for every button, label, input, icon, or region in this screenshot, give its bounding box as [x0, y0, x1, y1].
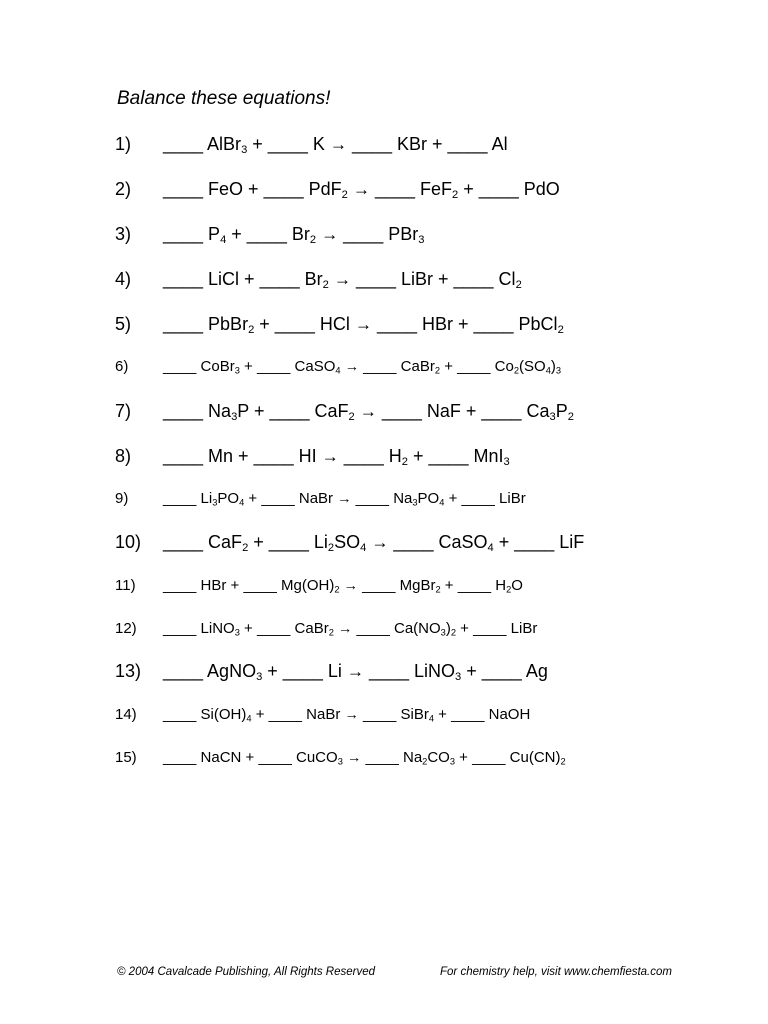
formula-text: CO [427, 749, 450, 766]
equation-row [115, 749, 566, 766]
subscript: 2 [506, 584, 512, 595]
subscript: 4 [360, 542, 367, 555]
formula-text: + ____ H [440, 577, 507, 594]
arrow-icon: → [321, 447, 339, 466]
equation-number: 6) [115, 358, 129, 375]
subscript: 4 [239, 497, 245, 508]
subscript: 3 [256, 671, 263, 684]
equation-text [163, 532, 584, 553]
equation-row [115, 620, 537, 637]
formula-text: ____ MgBr [357, 577, 436, 594]
equation-text [163, 269, 522, 290]
arrow-icon: → [352, 180, 370, 199]
equation-number: 8) [115, 446, 132, 466]
formula-text: + ____ NaOH [434, 706, 531, 723]
formula-text: + ____ Co [440, 358, 514, 375]
equation-number: 3) [115, 224, 132, 244]
equation-row [115, 179, 560, 200]
equation-text [163, 401, 574, 422]
formula-text: ____ CaSO [388, 532, 488, 552]
formula-text: + ____ CaSO [239, 358, 336, 375]
formula-text: + ____ LiBr [456, 620, 538, 637]
arrow-icon: → [371, 533, 389, 552]
formula-text: O [511, 577, 523, 594]
equation-number: 9) [115, 490, 129, 507]
formula-text: ____ Mn + ____ HI [163, 446, 322, 466]
equation-text [163, 620, 537, 637]
subscript: 4 [246, 713, 252, 724]
equation-row [115, 706, 530, 723]
subscript: 4 [545, 365, 551, 376]
formula-text: ____ NaF + ____ Ca [376, 401, 550, 421]
equation-number: 12) [115, 620, 137, 637]
subscript: 3 [212, 497, 218, 508]
equation-number: 10) [115, 532, 142, 552]
formula-text: ____ FeF [369, 179, 452, 199]
formula-text: ____ LiNO [363, 661, 456, 681]
formula-text: + ____ CaBr [239, 620, 329, 637]
arrow-icon: → [338, 621, 353, 637]
formula-text: (SO [519, 358, 546, 375]
formula-text: PO [217, 490, 240, 507]
equation-text [163, 314, 564, 335]
equation-number: 11) [115, 577, 136, 594]
equation-number: 2) [115, 179, 132, 199]
subscript: 2 [434, 365, 441, 376]
equation-row [115, 661, 548, 682]
arrow-icon: → [346, 662, 364, 681]
subscript: 2 [435, 584, 441, 595]
formula-text: + ____ PdO [458, 179, 560, 199]
equation-text [163, 577, 523, 594]
subscript: 4 [335, 365, 341, 376]
equation-row [115, 490, 526, 507]
equation-number: 4) [115, 269, 132, 289]
formula-text: + ____ Ag [461, 661, 548, 681]
formula-text: ____ P [163, 224, 221, 244]
arrow-icon: → [354, 315, 372, 334]
formula-text: ____ Na [163, 401, 232, 421]
formula-text: SO [334, 532, 361, 552]
formula-text: + ____ NaBr [244, 490, 338, 507]
equation-number: 1) [115, 134, 132, 154]
arrow-icon: → [344, 359, 359, 375]
subscript: 2 [557, 324, 564, 337]
formula-text: ____ CaBr [358, 358, 435, 375]
equation-row [115, 401, 574, 422]
subscript: 3 [241, 144, 248, 157]
formula-text: ____ Na [361, 749, 423, 766]
formula-text: ____ HBr + ____ PbCl [371, 314, 558, 334]
equation-row [115, 224, 424, 245]
equation-number: 15) [115, 749, 137, 766]
formula-text: ____ Na [351, 490, 413, 507]
subscript: 2 [401, 456, 408, 469]
equation-text [163, 224, 424, 245]
worksheet-title: Balance these equations! [117, 88, 331, 109]
formula-text: ) [550, 358, 556, 375]
subscript: 4 [220, 234, 227, 247]
equation-number: 5) [115, 314, 132, 334]
formula-text: ____ Si(OH) [163, 706, 247, 723]
arrow-icon: → [321, 225, 339, 244]
subscript: 2 [515, 279, 522, 292]
help-link-footer: For chemistry help, visit www.chemfiesta.com [440, 966, 672, 978]
formula-text: ____ PbBr [163, 314, 249, 334]
formula-text: ____ LiNO [163, 620, 235, 637]
equation-row [115, 269, 522, 290]
equation-text [163, 661, 548, 682]
equation-text [163, 134, 508, 155]
subscript: 4 [487, 542, 494, 555]
subscript: 2 [248, 324, 255, 337]
arrow-icon: → [337, 491, 352, 507]
formula-text: + ____ LiBr [444, 490, 526, 507]
equation-number: 7) [115, 401, 132, 421]
formula-text: + ____ Cu(CN) [455, 749, 561, 766]
equation-row [115, 532, 584, 553]
equation-row [115, 577, 523, 594]
subscript: 3 [412, 497, 418, 508]
subscript: 3 [503, 456, 510, 469]
subscript: 3 [418, 234, 425, 247]
subscript: 2 [334, 584, 340, 595]
equation-row [115, 314, 564, 335]
equation-row [115, 446, 510, 467]
subscript: 3 [337, 756, 343, 767]
formula-text: ____ NaCN + ____ CuCO [163, 749, 338, 766]
subscript: 2 [328, 627, 334, 638]
subscript: 4 [428, 713, 434, 724]
equation-text [163, 749, 566, 766]
subscript: 2 [348, 411, 355, 424]
formula-text: P [555, 401, 568, 421]
formula-text: ____ AgNO [163, 661, 257, 681]
equation-number: 14) [115, 706, 137, 723]
subscript: 2 [513, 365, 520, 376]
arrow-icon: → [329, 135, 347, 154]
formula-text: ____ H [338, 446, 402, 466]
subscript: 3 [555, 365, 562, 376]
subscript: 3 [449, 756, 456, 767]
formula-text: ) [445, 620, 451, 637]
subscript: 2 [309, 234, 317, 247]
subscript: 3 [234, 627, 240, 638]
subscript: 2 [242, 542, 249, 555]
formula-text: ____ Li [163, 490, 213, 507]
formula-text: P + ____ CaF [237, 401, 349, 421]
subscript: 4 [439, 497, 445, 508]
formula-text: ____ FeO + ____ PdF [163, 179, 342, 199]
arrow-icon: → [333, 270, 351, 289]
formula-text: ____ LiCl + ____ Br [163, 269, 323, 289]
equation-text [163, 490, 526, 507]
formula-text: + ____ Li [262, 661, 347, 681]
subscript: 2 [450, 627, 457, 638]
subscript: 3 [440, 627, 446, 638]
subscript: 2 [567, 411, 574, 424]
arrow-icon: → [344, 707, 359, 723]
subscript: 2 [322, 279, 329, 292]
formula-text: ____ KBr + ____ Al [346, 134, 508, 154]
equation-text [163, 446, 510, 467]
equation-row [115, 134, 508, 155]
subscript: 3 [549, 411, 556, 424]
formula-text: + ____ LiF [493, 532, 585, 552]
formula-text: + ____ K [247, 134, 330, 154]
equation-text [163, 358, 561, 375]
subscript: 3 [455, 671, 462, 684]
formula-text: ____ PBr [338, 224, 419, 244]
formula-text: + ____ NaBr [251, 706, 345, 723]
equation-number: 13) [115, 661, 142, 681]
formula-text: ____ LiBr + ____ Cl [350, 269, 516, 289]
subscript: 2 [422, 756, 428, 767]
formula-text: + ____ MnI [407, 446, 504, 466]
subscript: 2 [560, 756, 566, 767]
subscript: 2 [341, 189, 348, 202]
formula-text: PO [417, 490, 440, 507]
arrow-icon: → [347, 750, 362, 766]
formula-text: ____ AlBr [163, 134, 242, 154]
formula-text: ____ SiBr [358, 706, 429, 723]
copyright-footer: © 2004 Cavalcade Publishing, All Rights Reserved [117, 966, 375, 978]
subscript: 3 [234, 365, 240, 376]
formula-text: ____ CaF [163, 532, 243, 552]
subscript: 2 [452, 189, 459, 202]
equation-text [163, 179, 560, 200]
subscript: 2 [327, 542, 335, 555]
arrow-icon: → [343, 578, 358, 594]
formula-text: + ____ Br [226, 224, 310, 244]
arrow-icon: → [359, 402, 377, 421]
subscript: 3 [231, 411, 238, 424]
equation-row [115, 358, 561, 375]
formula-text: + ____ Li [248, 532, 328, 552]
formula-text: + ____ HCl [254, 314, 355, 334]
formula-text: ____ HBr + ____ Mg(OH) [163, 577, 335, 594]
formula-text: ____ CoBr [163, 358, 235, 375]
formula-text: ____ Ca(NO [352, 620, 441, 637]
equation-text [163, 706, 530, 723]
